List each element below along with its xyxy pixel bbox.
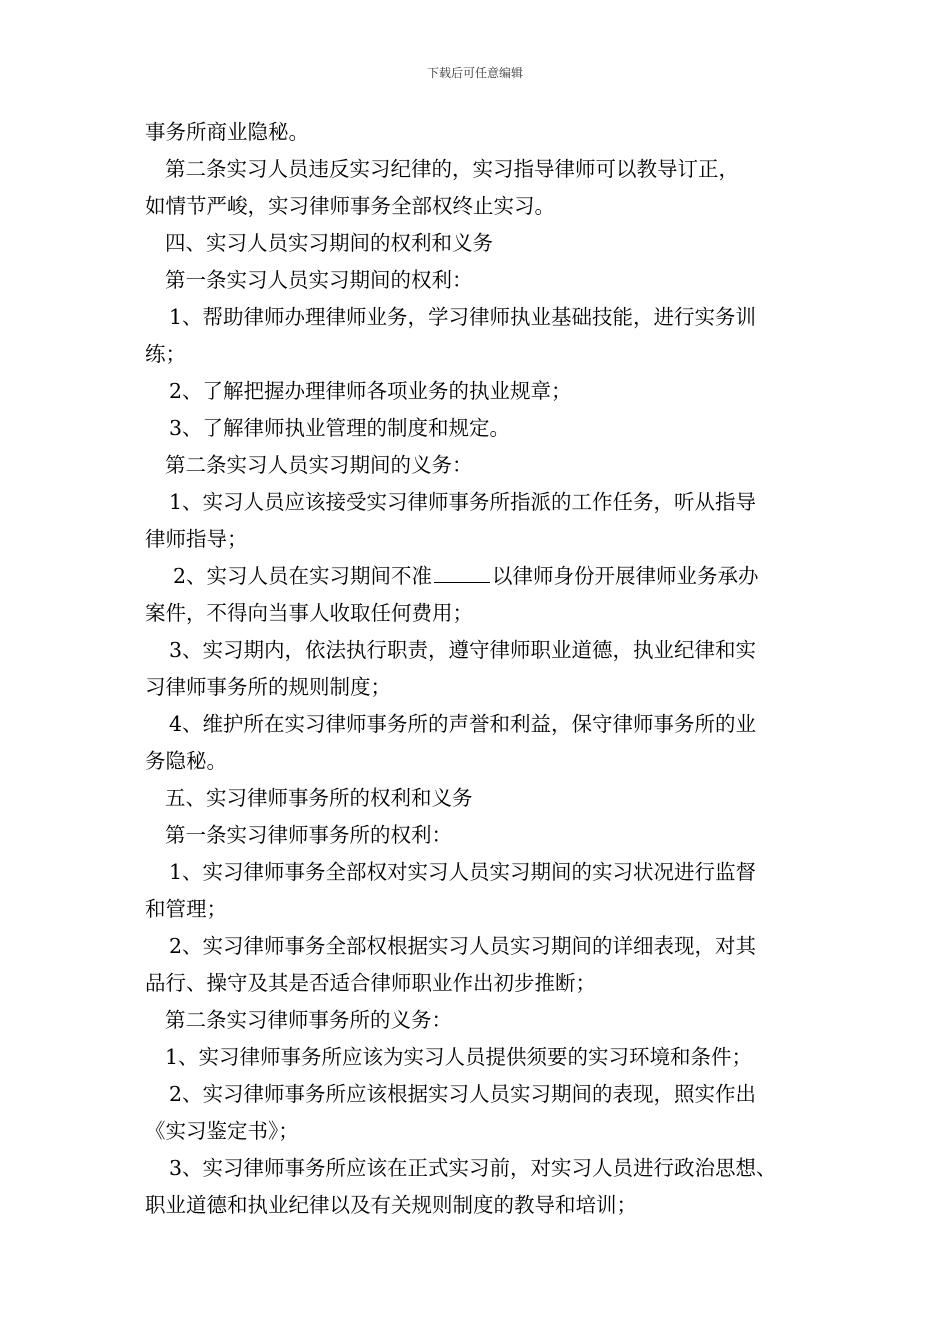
list-item: 3、实习律师事务所应该在正式实习前，对实习人员进行政治思想、	[169, 1156, 777, 1180]
article-heading: 第一条实习律师事务所的权利：	[165, 823, 452, 847]
text-line: 品行、操守及其是否适合律师职业作出初步推断；	[145, 971, 596, 995]
article-heading: 第一条实习人员实习期间的权利：	[165, 268, 473, 292]
article-heading: 第二条实习律师事务所的义务：	[165, 1008, 452, 1032]
list-item: 1、帮助律师办理律师业务，学习律师执业基础技能，进行实务训	[169, 305, 757, 329]
article-heading: 第二条实习人员实习期间的义务：	[165, 453, 473, 477]
list-item: 4、维护所在实习律师事务所的声誉和利益，保守律师事务所的业	[169, 712, 757, 736]
text-line: 务隐秘。	[145, 749, 227, 773]
text-line: 案件，不得向当事人收取任何费用；	[145, 601, 473, 625]
list-item	[145, 558, 835, 595]
page-header: 下载后可任意编辑	[426, 66, 523, 80]
text-line: 和管理；	[145, 897, 227, 921]
list-item: 1、实习律师事务全部权对实习人员实习期间的实习状况进行监督	[169, 860, 757, 884]
document-body	[145, 114, 835, 1224]
list-item: 2、了解把握办理律师各项业务的执业规章；	[169, 379, 572, 403]
fill-in-blank	[434, 562, 490, 583]
text-segment: 2、实习人员在实习期间不准	[173, 564, 433, 588]
text-line: 职业道德和执业纪律以及有关规则制度的教导和培训；	[145, 1193, 637, 1217]
list-item: 3、实习期内，依法执行职责，遵守律师职业道德，执业纪律和实	[169, 638, 757, 662]
list-item: 2、实习律师事务全部权根据实习人员实习期间的详细表现，对其	[169, 934, 757, 958]
text-segment: 以律师身份开展律师业务承办	[492, 564, 759, 588]
text-line: 习律师事务所的规则制度；	[145, 675, 391, 699]
list-item: 3、了解律师执业管理的制度和规定。	[169, 416, 511, 440]
text-line: 《实习鉴定书》；	[145, 1119, 299, 1143]
list-item: 1、实习人员应该接受实习律师事务所指派的工作任务，听从指导	[169, 490, 757, 514]
text-line: 练；	[145, 342, 186, 366]
text-line: 事务所商业隐秘。	[145, 120, 309, 144]
text-line: 如情节严峻，实习律师事务全部权终止实习。	[145, 194, 555, 218]
list-item: 2、实习律师事务所应该根据实习人员实习期间的表现，照实作出	[169, 1082, 757, 1106]
text-line: 第二条实习人员违反实习纪律的，实习指导律师可以教导订正，	[165, 157, 739, 181]
section-heading: 五、实习律师事务所的权利和义务	[165, 786, 473, 810]
list-item: 1、实习律师事务所应该为实习人员提供须要的实习环境和条件；	[165, 1045, 753, 1069]
text-line: 律师指导；	[145, 527, 248, 551]
section-heading: 四、实习人员实习期间的权利和义务	[165, 231, 493, 255]
